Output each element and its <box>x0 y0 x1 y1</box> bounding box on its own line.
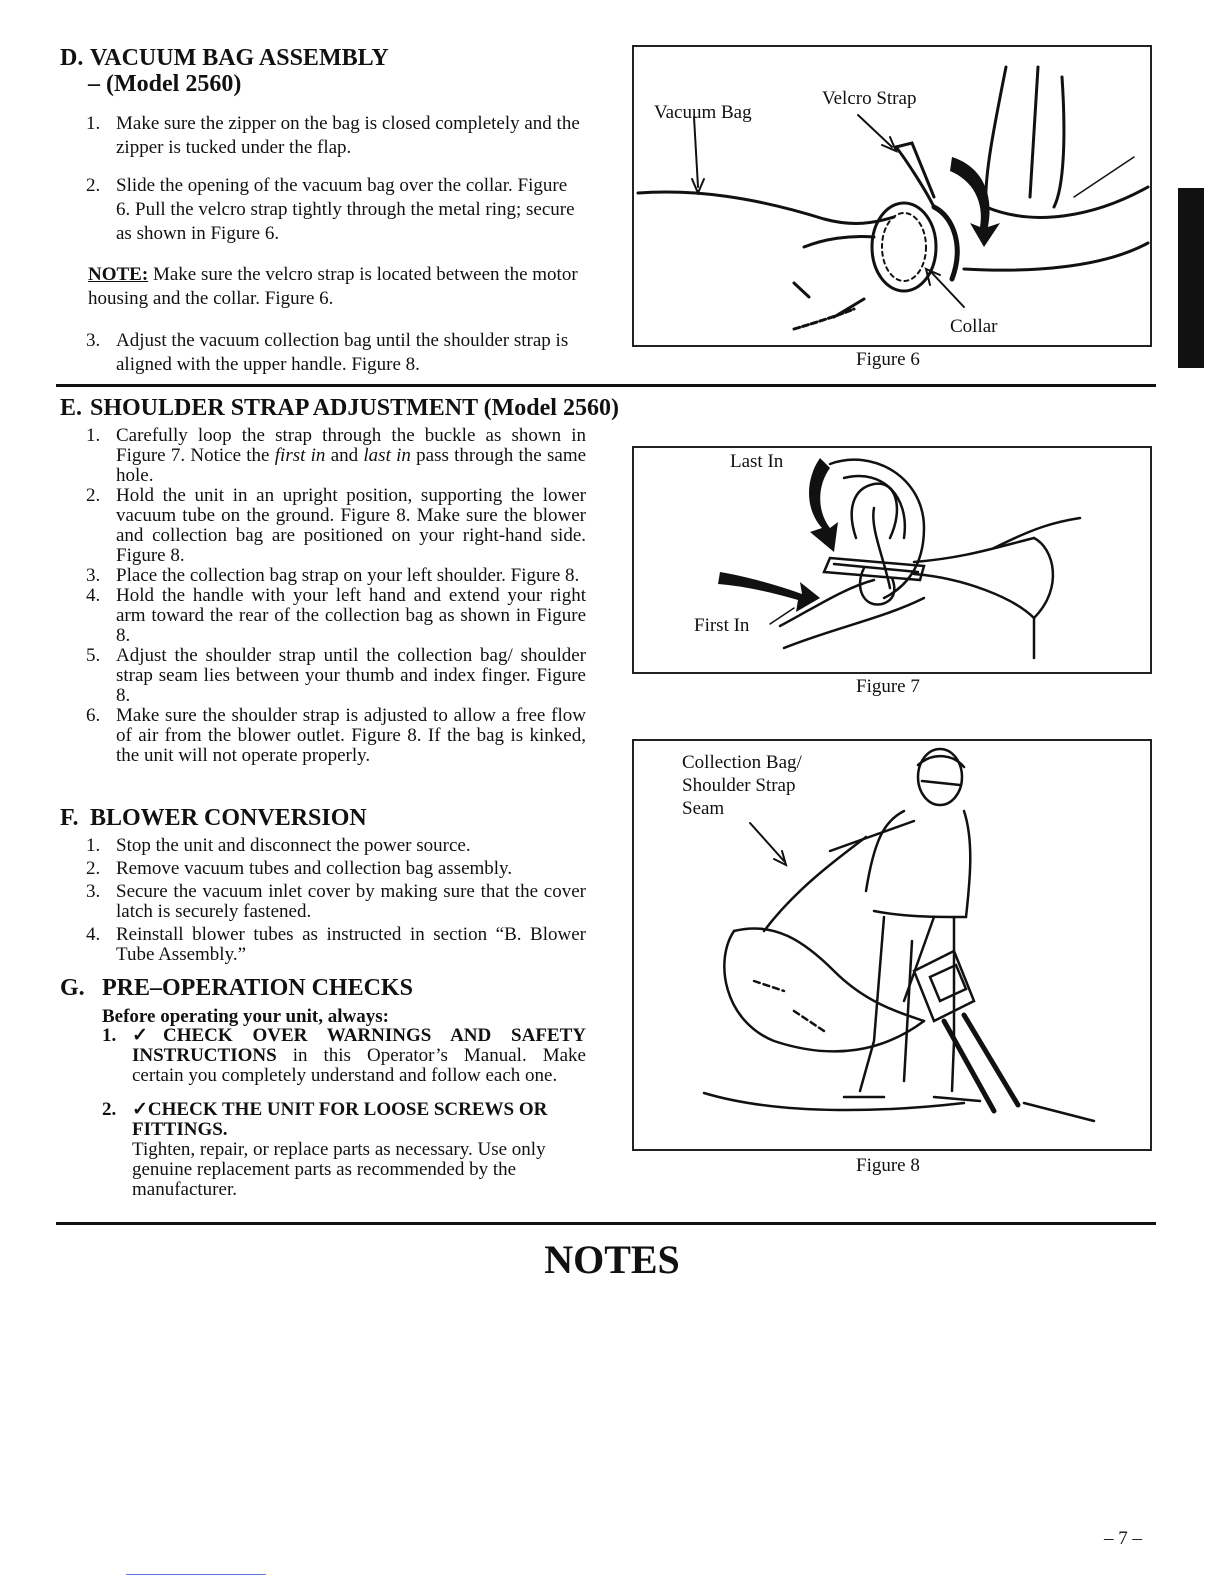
section-f-step-4: 4. Reinstall blower tubes as instructed in section “B. Blower Tube Assembly.” <box>86 924 586 965</box>
section-d-subtitle: – (Model 2560) <box>88 71 242 97</box>
section-g-check-2: 2. ✓CHECK THE UNIT FOR LOOSE SCREWS OR FITTINGS. Tighten, repair, or replace parts as necessary. Use only genuine replacement parts as recommended by the manufacturer. <box>102 1099 548 1200</box>
section-g-check-1: 1. ✓CHECK OVER WARNINGS AND SAFETY INSTRUCTIONS in this Operator’s Manual. Make certain you completely understand and follow each one. <box>102 1025 586 1086</box>
section-e-title: SHOULDER STRAP ADJUSTMENT (Model 2560) <box>90 395 619 421</box>
figure-8 <box>632 739 1152 1151</box>
section-g-heading <box>60 976 413 1000</box>
section-e-step-1: 1. Carefully loop the strap through the buckle as shown in Figure 7. Notice the first in and last in pass through the same hole. <box>86 425 587 486</box>
section-e-step-3: 3. Place the collection bag strap on your left shoulder. Figure 8. <box>86 565 580 586</box>
figure-6-label-vacuum-bag: Vacuum Bag <box>654 102 752 123</box>
section-d-note <box>88 263 588 311</box>
section-d-title: VACUUM BAG ASSEMBLY <box>90 45 389 71</box>
section-f-title: BLOWER CONVERSION <box>90 805 367 831</box>
divider-bottom <box>56 1222 1156 1225</box>
section-d-step-3: 3. Adjust the vacuum collection bag until the shoulder strap is aligned with the upper handle. Figure 8. <box>86 330 569 375</box>
section-d-letter: D. <box>60 45 84 71</box>
section-e-step-4: 4. Hold the handle with your left hand and extend your right arm toward the rear of the collection bag as shown in Figure 8. <box>86 585 586 646</box>
figure-7 <box>632 446 1152 674</box>
thumb-tab <box>1178 188 1204 368</box>
section-e-step-5: 5. Adjust the shoulder strap until the collection bag/ shoulder strap seam lies between your thumb and index finger. Figure 8. <box>86 645 586 706</box>
notes-title: NOTES <box>544 1237 680 1282</box>
section-g-title: PRE–OPERATION CHECKS <box>102 975 413 1001</box>
divider-top <box>56 384 1156 387</box>
figure-8-label-seam <box>682 751 802 820</box>
section-d-step-2: 2. Slide the opening of the vacuum bag over the collar. Figure 6. Pull the velcro strap tightly through the metal ring; secure as shown in Figure 6. <box>86 175 575 244</box>
figure-8-caption: Figure 8 <box>856 1155 920 1176</box>
section-d-step3-list <box>86 329 586 391</box>
section-f-steps <box>86 836 586 965</box>
section-g-checks <box>102 1026 586 1200</box>
note-text: Make sure the velcro strap is located between the motor housing and the collar. Figure 6. <box>88 264 578 309</box>
figure-8-label-line-2: Shoulder Strap <box>682 775 796 796</box>
figure-7-caption: Figure 7 <box>856 676 920 697</box>
figure-6-caption: Figure 6 <box>856 349 920 370</box>
footer-line <box>126 1574 266 1575</box>
last-in-emphasis: last in <box>363 445 411 466</box>
section-f-step-3: 3. Secure the vacuum inlet cover by making sure that the cover latch is securely fastened. <box>86 881 586 922</box>
figure-6-label-collar: Collar <box>950 316 998 337</box>
section-e-heading <box>60 396 619 420</box>
first-in-emphasis: first in <box>274 445 326 466</box>
section-d-steps <box>86 112 586 260</box>
section-f-letter: F. <box>60 805 79 831</box>
figure-6-label-velcro-strap: Velcro Strap <box>822 88 917 109</box>
figure-7-label-first-in: First In <box>694 615 750 636</box>
figure-7-illustration <box>634 448 1150 672</box>
section-e-letter: E. <box>60 395 83 421</box>
section-e-step-2: 2. Hold the unit in an upright position, supporting the lower vacuum tube on the ground. Figure 8. Make sure the blower and collection bag are positioned on your right-hand side. Figure 8. <box>86 485 586 566</box>
section-f-step-2: 2. Remove vacuum tubes and collection bag assembly. <box>86 858 513 879</box>
section-g-intro: Before operating your unit, always: <box>102 1006 389 1027</box>
section-g-letter: G. <box>60 975 85 1001</box>
section-e-steps <box>86 426 586 766</box>
note-label: NOTE: <box>88 264 149 285</box>
figure-8-label-line-1: Collection Bag/ <box>682 752 802 773</box>
section-e-step-6: 6. Make sure the shoulder strap is adjusted to allow a free flow of air from the blower outlet. Figure 8. If the bag is kinked, the unit will not operate properly. <box>86 705 586 766</box>
figure-7-label-last-in: Last In <box>730 451 784 472</box>
page-number: – 7 – <box>1104 1528 1142 1549</box>
figure-8-label-line-3: Seam <box>682 798 725 819</box>
section-f-step-1: 1. Stop the unit and disconnect the power source. <box>86 835 471 856</box>
figure-6 <box>632 45 1152 347</box>
section-d-heading <box>60 46 389 70</box>
section-d-step-1: 1. Make sure the zipper on the bag is closed completely and the zipper is tucked under the flap. <box>86 113 580 158</box>
section-f-heading <box>60 806 367 830</box>
